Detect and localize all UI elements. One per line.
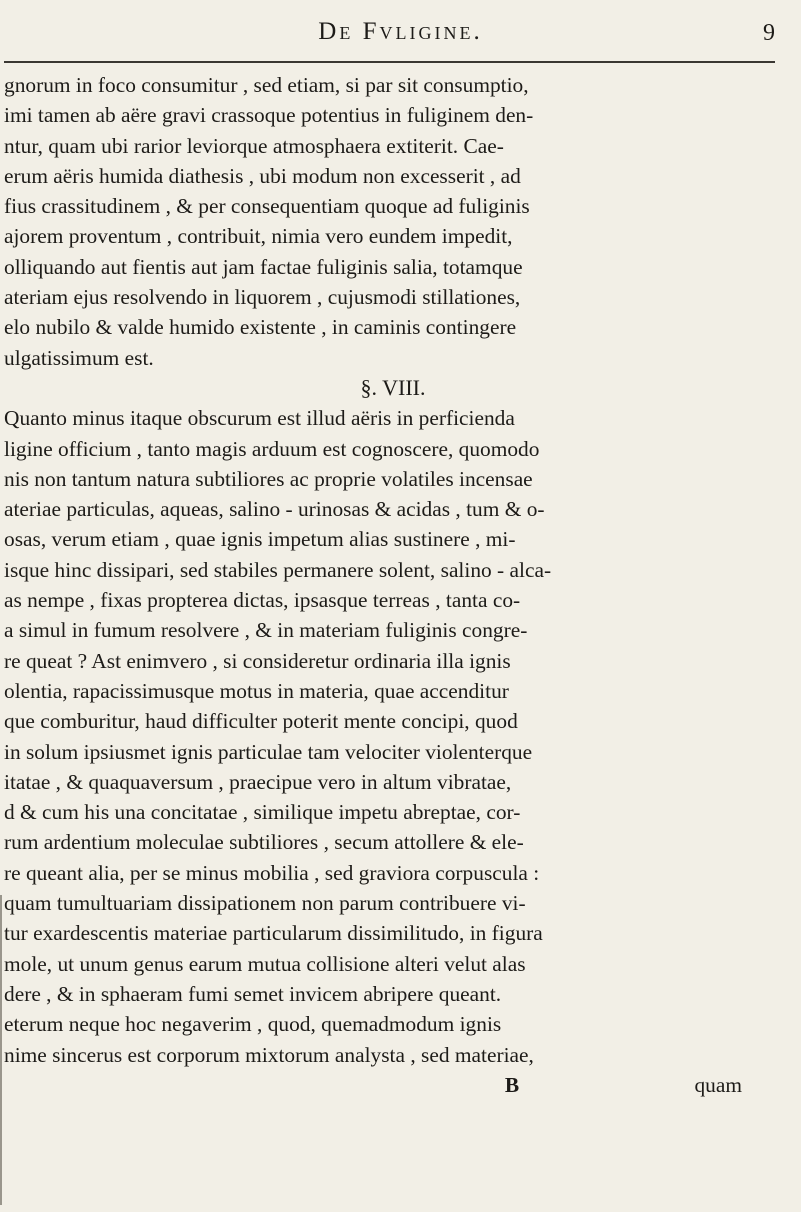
text-line: olentia, rapacissimusque motus in materia, quae accenditur bbox=[4, 678, 509, 703]
running-title: De Fvligine. bbox=[318, 18, 483, 45]
text-line: nime sincerus est corporum mixtorum analysta , sed materiae, bbox=[4, 1042, 534, 1067]
text-line: a simul in fumum resolvere , & in materiam fuliginis congre- bbox=[4, 618, 528, 643]
text-line: Quanto minus itaque obscurum est illud aëris in perficienda bbox=[4, 406, 515, 431]
text-line: fius crassitudinem , & per consequentiam quoque ad fuliginis bbox=[4, 194, 530, 219]
page-footer bbox=[4, 1070, 782, 1100]
text-line: mole, ut unum genus earum mutua collisione alteri velut alas bbox=[4, 951, 526, 976]
text-line: ateriae particulas, aqueas, salino - urinosas & acidas , tum & o- bbox=[4, 497, 545, 522]
text-line: ateriam ejus resolvendo in liquorem , cujusmodi stillationes, bbox=[4, 285, 521, 310]
text-line: osas, verum etiam , quae ignis impetum alias sustinere , mi- bbox=[4, 527, 516, 552]
text-line: imi tamen ab aëre gravi crassoque potentius in fuliginem den- bbox=[4, 103, 534, 128]
text-line: nis non tantum natura subtiliores ac proprie volatiles incensae bbox=[4, 466, 533, 491]
text-line: erum aëris humida diathesis , ubi modum non excesserit , ad bbox=[4, 163, 521, 188]
signature-mark: B bbox=[504, 1072, 520, 1097]
catchword: quam bbox=[694, 1072, 742, 1097]
page-header bbox=[0, 14, 801, 54]
text-line: gnorum in foco consumitur , sed etiam, si par sit consumptio, bbox=[4, 73, 529, 97]
paragraph-2 bbox=[4, 403, 782, 1070]
text-line: ajorem proventum , contribuit, nimia vero eundem impedit, bbox=[4, 224, 513, 249]
section-heading: §. VIII. bbox=[360, 374, 426, 400]
paragraph-1 bbox=[4, 70, 782, 373]
text-line: in solum ipsiusmet ignis particulae tam velociter violenterque bbox=[4, 739, 533, 764]
text-line: olliquando aut fientis aut jam factae fuliginis salia, totamque bbox=[4, 254, 523, 279]
gutter-edge bbox=[0, 895, 2, 1205]
body-text bbox=[4, 70, 782, 1100]
text-line: isque hinc dissipari, sed stabiles permanere solent, salino - alca- bbox=[4, 557, 552, 582]
text-line: re queant alia, per se minus mobilia , sed graviora corpuscula : bbox=[4, 860, 540, 885]
text-line: que comburitur, haud difficulter poterit mente concipi, quod bbox=[4, 709, 518, 734]
text-line: ntur, quam ubi rarior leviorque atmosphaera extiterit. Cae- bbox=[4, 133, 504, 158]
text-line: ulgatissimum est. bbox=[4, 345, 154, 370]
page-number: 9 bbox=[763, 20, 775, 46]
text-line: elo nubilo & valde humido existente , in caminis contingere bbox=[4, 315, 517, 340]
text-line: quam tumultuariam dissipationem non parum contribuere vi- bbox=[4, 891, 526, 916]
text-line: rum ardentium moleculae subtiliores , secum attollere & ele- bbox=[4, 830, 524, 855]
text-line: itatae , & quaquaversum , praecipue vero in altum vibratae, bbox=[4, 769, 512, 794]
text-line: re queat ? Ast enimvero , si consideretur ordinaria illa ignis bbox=[4, 648, 511, 673]
text-line: tur exardescentis materiae particularum dissimilitudo, in figura bbox=[4, 921, 543, 946]
text-line: dere , & in sphaeram fumi semet invicem abripere queant. bbox=[4, 981, 502, 1006]
text-line: d & cum his una concitatae , similique impetu abreptae, cor- bbox=[4, 800, 521, 825]
text-line: as nempe , fixas propterea dictas, ipsasque terreas , tanta co- bbox=[4, 588, 521, 613]
header-rule bbox=[4, 61, 775, 63]
text-line: eterum neque hoc negaverim , quod, quemadmodum ignis bbox=[4, 1012, 502, 1037]
text-line: ligine officium , tanto magis arduum est cognoscere, quomodo bbox=[4, 436, 540, 461]
